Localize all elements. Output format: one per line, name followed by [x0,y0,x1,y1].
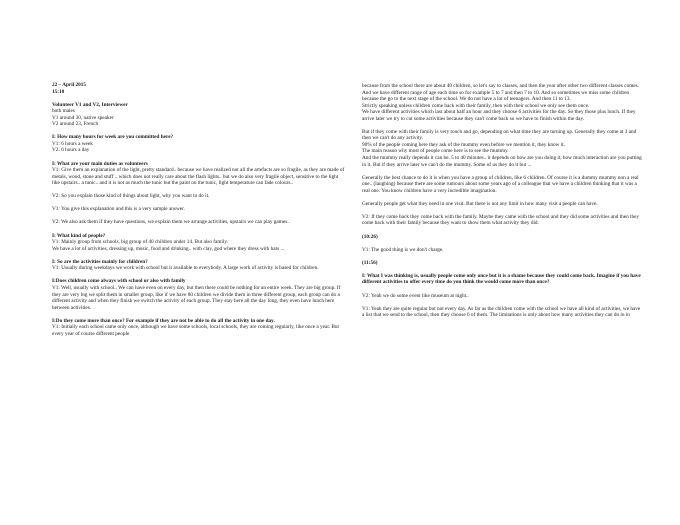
timestamp: (10:26) [362,233,378,240]
paragraph: Generally the best chance to do it is when you have a group of children, like 6 children. Of course it is a dummy mummy non a real one.. (laughing) because there are some rumours about some years ago of a colleague that we have a children thinking that it was a real one. You know children have a very incredible imagination. [362,174,639,194]
right-column [362,83,642,319]
question: I: What kind of people? [52,232,106,239]
question: I: What are your main duties as volunteers [52,160,148,167]
question: I:Does children come always with school or also with family [52,278,186,285]
paragraph: 22 – April 2015 15:10 [52,82,86,95]
paragraph: V1: Yeah they are quite regular but not every day. As far as the children come with the school we have all kind of activities, we have a list that we send to the school, then they choose 6 of them. The limitations is only about how many activities they can do in in [362,305,641,319]
question: I: How many hours for week are you committed here? [52,134,174,141]
question: I: What I was thinking is, usually people come only once but it is a shame because they could come back. Imagine if you have different activities to offer every time do you think the would come more than once? [362,272,641,286]
paragraph: But if they come with their family is very touch and go, depending on what time they are turning up. Generally they come at 3 and then we can't do any activity. 90% of the people coming here they ask of the mummy even before we mention it, they know it. The main reason why most of people come here is to see the mummy. And the mummy really depends it can be. 5 to 40 minutes.. it depends on how are you doing it, how much interaction are you putting in it. But if they arrive later we can't do the mummy. Some of us they do it but ... [362,128,642,168]
paragraph: Volunteer V1 and V2, Interviewer [52,101,128,108]
paragraph: V1: Initially each school came only once, although we have some schools, local schools, they are coming regularly, like once a year. But every year of course different people [52,324,340,337]
paragraph: V2: If they come back they come back with the family. Maybe they came with the school and they did some activities and then they come back with their family because they want to show them what activity they did. [362,213,640,227]
paragraph: V1: 6 hours a week V2: 6 hours a day [52,140,93,154]
paragraph: V1: Give them an explanation of the light, pretty standard.. because we have realized not all the artefacts are so fragile, as they are made of metals, wood, stone and stuff .. which does not really care about the flash lights.. but we do also very fragile object, sensitive to the light like upstairs.. a tunic.. and it is not as much the tunic but the paint on the tunic, light temperature can fade colours.. [52,167,345,187]
paragraph: both males V1 around 30, native speaker V2 around 23, French [52,108,114,128]
paragraph: V2: We also ask them if they have questions, we explain them we arrange activities, upstairs we can play games.. [52,219,290,226]
paragraph: V1: Well, usually with school.. We can have even on every day, but then there could be nothing for an entire week. They are big group. If they are very big we split them in smaller group, like if we have 80 children we divide them in three different group, each group can do a different activity and when they finish we switch the activity of each group. They stay here all the day long, they even have lunch here between activities. [52,284,341,311]
paragraph: V1: Mainly group from schools, big group of 40 children under 14. But also family. We have a lot of activities, dressing up, music, food and drinking.. with clay, god where they dress with hats ... [52,239,285,252]
paragraph: because from the school there are about 40 children, so let's say to classes, and then the year after other two different classes comes. And we have different range of age each time so for example 5 to 7 and then 7 to 10. And so sometimes we miss some children because the go to the next stage of the school. We do not have a lot of teenagers. And then 11 to 13. Strictly speaking unless children come back with their family, then with their school we only see them once. We have different activities which last about half an hour and they choose 6 activities for the day. So they those plus lunch. If they arrive later we try to cut some activities because they can't come back so we have to finish within the day. [362,83,639,122]
left-column [52,82,346,337]
question: I: So are the activities mainly for children? [52,258,148,265]
paragraph: Generally people get what they need in one visit. But there is not any limit in how many visit a people can have. [362,200,598,207]
paragraph: V1: The good thing is we don't charge. [362,246,444,253]
timestamp: (11:56) [362,259,378,266]
paragraph: V2: Yeah we do some event like museum at night.. [362,292,469,299]
question: I:Do they come more than once? For example if they are not be able to do all the activity in one day. [52,317,275,324]
paragraph: V1: You give this explanation and this is a very sample answer. [52,206,185,213]
paragraph: V1: Usually during weekdays we work with school but it available to everybody. A large work of activity is based for children. [52,265,319,272]
paragraph: V2: So you explain those kind of things about light, why you want to do it. [52,193,210,200]
